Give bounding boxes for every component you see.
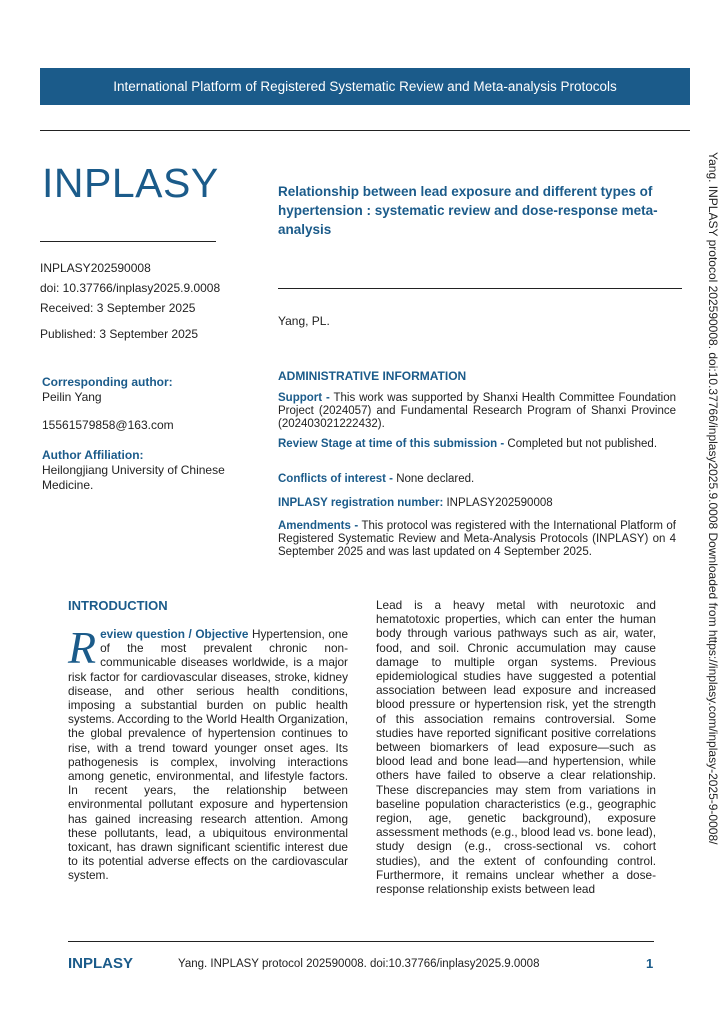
support-paragraph [278, 392, 676, 431]
admin-heading: ADMINISTRATIVE INFORMATION [278, 369, 467, 383]
affiliation-label: Author Affiliation: [42, 448, 144, 462]
footer-rule [68, 941, 654, 942]
corresponding-name: Peilin Yang [42, 390, 102, 404]
footer-brand: INPLASY [68, 955, 134, 972]
conflicts-text: None declared. [393, 473, 475, 485]
review-label: Review Stage at time of this submission - [278, 438, 505, 450]
amendments-paragraph [278, 520, 676, 559]
registration-label: INPLASY registration number: [278, 497, 444, 509]
brand-rule [40, 241, 216, 242]
top-rule [40, 130, 690, 131]
conflicts-paragraph [278, 473, 676, 486]
intro-col2-text: Lead is a heavy metal with neurotoxic and hematotoxic properties, which can enter the human body through various pathways such as air, water, food, and soil. Chronic accumulation may cause damage to multiple organ systems. Previous epidemiological studies have suggested a potential association between lead exposure and increased blood pressure or hypertension risk, yet the strength of this association remains controversial. Some studies have reported significant positive correlations between biomarkers of lead exposure—such as blood lead and bone lead—and hypertension, while others have failed to observe a clear relationship. These discrepancies may stem from variations in baseline population characteristics (e.g., geographic region, age, genetic background), exposure assessment methods (e.g., blood lead vs. bone lead), study design (e.g., cross-sectional vs. cohort studies), and the extent of confounding control. Furthermore, it remains unclear whether a dose-response relationship exists between lead [376, 598, 657, 897]
amendments-text: This protocol was registered with the International Platform of Registered Systematic Review and Meta-Analysis Protocols (INPLASY) on 4 September 2025 and was last updated on 4 September 2025. [278, 520, 676, 558]
review-question-label: eview question / Objective [100, 627, 249, 641]
published-date: Published: 3 September 2025 [40, 327, 199, 341]
support-text: This work was supported by Shanxi Health Committee Foundation Project (2024057) and Fundamental Research Program of Shanxi Province (202403021222432). [278, 392, 676, 430]
page-number: 1 [646, 956, 654, 971]
side-citation: Yang. INPLASY protocol 202590008. doi:10.37766/inplasy2025.9.0008 Downloaded from https://inplasy.com/inplasy-2025-9-0008/ [706, 152, 720, 845]
review-stage-paragraph [278, 438, 676, 451]
doi-link[interactable]: doi: 10.37766/inplasy2025.9.0008 [40, 281, 221, 295]
footer-citation: Yang. INPLASY protocol 202590008. doi:10.37766/inplasy2025.9.0008 [178, 958, 540, 970]
corresponding-email[interactable]: 15561579858@163.com [42, 418, 174, 432]
intro-column-2 [376, 598, 656, 896]
amendments-label: Amendments - [278, 520, 359, 532]
brand-logo: INPLASY [42, 160, 219, 206]
dropcap-letter: R [68, 622, 97, 673]
paper-title: Relationship between lead exposure and different types of hypertension : systematic review and dose-response meta-analysis [278, 184, 658, 237]
affiliation-text: Heilongjiang University of Chinese Medicine. [42, 463, 225, 492]
registration-text: INPLASY202590008 [443, 497, 553, 509]
corresponding-label: Corresponding author: [42, 375, 173, 389]
conflicts-label: Conflicts of interest - [278, 473, 394, 485]
introduction-heading: INTRODUCTION [68, 598, 168, 613]
protocol-id: INPLASY202590008 [40, 261, 151, 275]
support-label: Support - [278, 392, 330, 404]
author-list: Yang, PL. [278, 314, 330, 328]
intro-column-1 [68, 622, 348, 883]
banner-text: International Platform of Registered Systematic Review and Meta-analysis Protocols [113, 79, 617, 94]
review-text: Completed but not published. [504, 438, 658, 450]
received-date: Received: 3 September 2025 [40, 301, 196, 315]
title-rule [278, 288, 682, 289]
intro-col1-text: Hypertension, one of the most prevalent chronic non-communicable diseases worldwide, is a major risk factor for cardiovascular diseases, stroke, kidney disease, and other serious health conditions, imposing a substantial burden on public health systems. According to the World Health Organization, the global prevalence of hypertension continues to rise, with a trend toward younger onset ages. Its pathogenesis is complex, involving interactions among genetic, environmental, and lifestyle factors. In recent years, the relationship between environmental pollutant exposure and hypertension has gained increasing research attention. Among these pollutants, lead, a ubiquitous environmental toxicant, has drawn significant scientific interest due to its potential adverse effects on the cardiovascular system. [68, 627, 348, 883]
journal-banner [40, 68, 690, 105]
registration-paragraph [278, 497, 676, 510]
